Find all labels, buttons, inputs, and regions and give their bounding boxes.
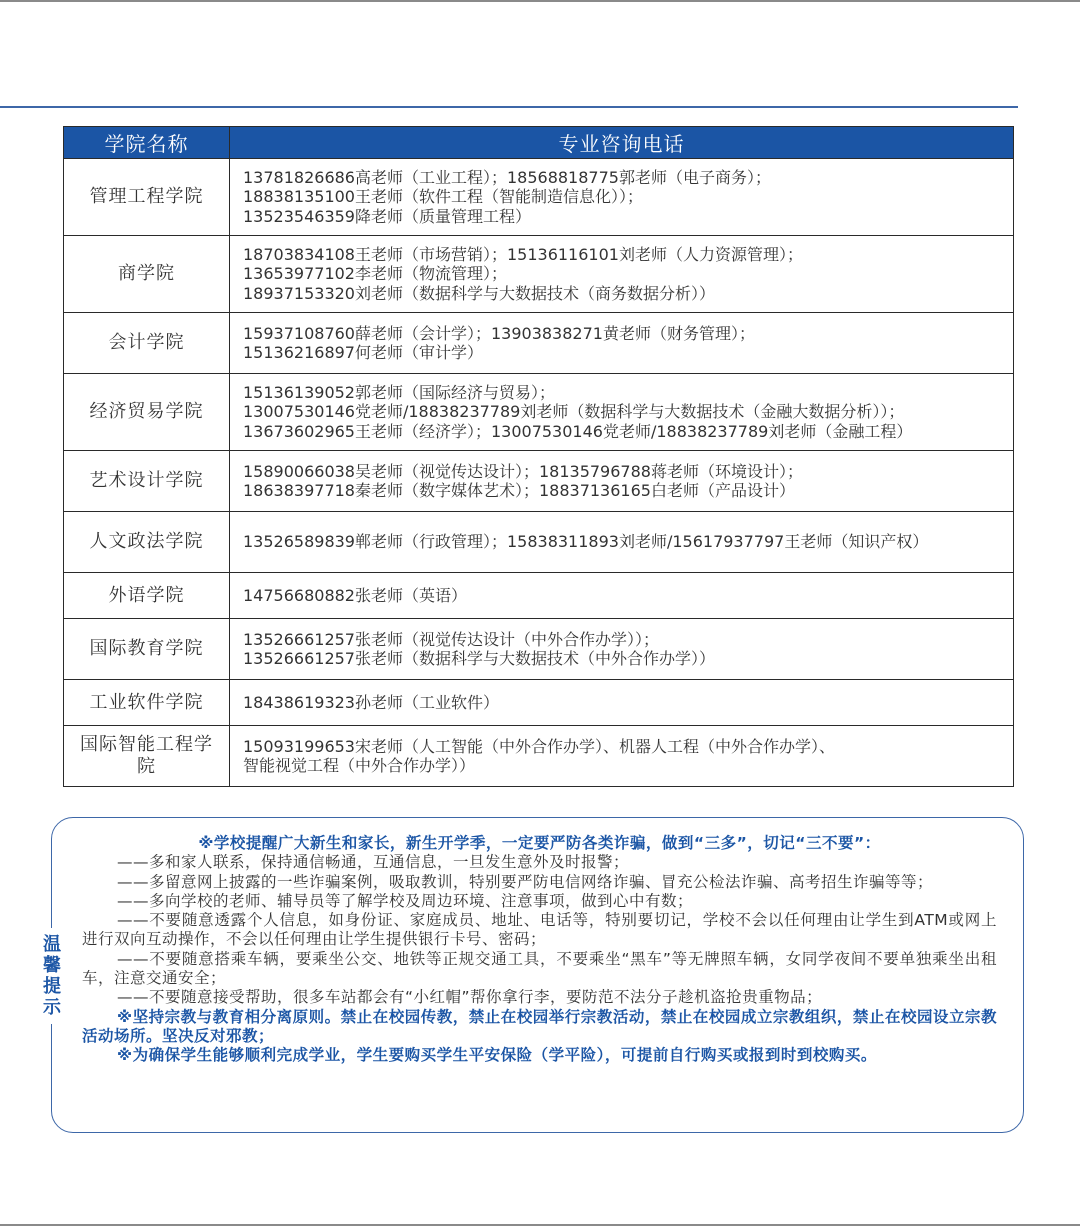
- college-name: 艺术设计学院: [64, 451, 230, 512]
- notice-religion: ※坚持宗教与教育相分离原则。禁止在校园传教，禁止在校园举行宗教活动，禁止在校园成立宗教组织，禁止在校园设立宗教活动场所。坚决反对邪教；: [82, 1007, 997, 1045]
- phone-cell: [230, 236, 1014, 313]
- notice-tag: 温馨提示: [38, 928, 66, 1024]
- table-row: [64, 512, 1014, 573]
- phone-line: 13007530146党老师/18838237789刘老师（数据科学与大数据技术（金融大数据分析））；: [243, 402, 905, 422]
- table-row: [64, 619, 1014, 680]
- phone-line: 13523546359降老师（质量管理工程）: [243, 206, 531, 226]
- notice-item: ——多留意网上披露的一些诈骗案例，吸取教训，特别要严防电信网络诈骗、冒充公检法诈骗、高考招生诈骗等等；: [117, 872, 934, 891]
- college-name: 经济贸易学院: [64, 374, 230, 451]
- phone-cell: [230, 512, 1014, 573]
- phone-line: 18638397718秦老师（数字媒体艺术）；18837136165白老师（产品设计）: [243, 481, 795, 500]
- phone-line: 15093199653宋老师（人工智能（中外合作办学）、机器人工程（中外合作办学）、: [243, 736, 835, 756]
- notice-box: [43, 817, 1024, 1133]
- college-name: 国际教育学院: [64, 619, 230, 680]
- phone-line: 18937153320刘老师（数据科学与大数据技术（商务数据分析））: [243, 283, 715, 303]
- header-rule: [0, 106, 1018, 108]
- notice-item: ——不要随意搭乘车辆，要乘坐公交、地铁等正规交通工具，不要乘坐“黑车”等无牌照车辆，女同学夜间不要单独乘坐出租车，注意交通安全；: [82, 949, 997, 988]
- college-name: 人文政法学院: [64, 512, 230, 573]
- phone-cell: [230, 573, 1014, 619]
- table-row: [64, 451, 1014, 512]
- college-name: 商学院: [64, 236, 230, 313]
- bottom-border: [0, 1224, 1080, 1226]
- phone-line: 18703834108王老师（市场营销）；15136116101刘老师（人力资源管理）；: [243, 244, 803, 264]
- phone-cell: [230, 680, 1014, 726]
- phone-line: 智能视觉工程（中外合作办学））: [243, 756, 476, 775]
- phone-cell: [230, 313, 1014, 374]
- college-name: 工业软件学院: [64, 680, 230, 726]
- header-college: 学院名称: [64, 127, 230, 159]
- phone-line: 14756680882张老师（英语）: [243, 585, 467, 605]
- header-phone: 专业咨询电话: [230, 127, 1014, 159]
- phone-cell: [230, 451, 1014, 512]
- top-border: [0, 0, 1080, 2]
- college-name: 管理工程学院: [64, 159, 230, 236]
- notice-body: [82, 834, 997, 1066]
- phone-line: 13673602965王老师（经济学）；13007530146党老师/18838237789刘老师（金融工程）: [243, 421, 913, 441]
- phone-line: 13526661257张老师（视觉传达设计（中外合作办学））；: [243, 629, 659, 649]
- table-row: [64, 726, 1014, 787]
- phone-line: 13781826686高老师（工业工程）；18568818775郭老师（电子商务）；: [243, 167, 771, 187]
- phone-cell: [230, 619, 1014, 680]
- college-name: 会计学院: [64, 313, 230, 374]
- phone-line: 15136139052郭老师（国际经济与贸易）；: [243, 382, 555, 402]
- notice-item: ——不要随意透露个人信息，如身份证、家庭成员、地址、电话等，特别要切记，学校不会以任何理由让学生到ATM或网上进行双向互动操作，不会以任何理由让学生提供银行卡号、密码；: [82, 911, 997, 949]
- notice-headline: ※学校提醒广大新生和家长，新生开学季，一定要严防各类诈骗，做到“三多”，切记“三不要”：: [198, 834, 881, 852]
- table-row: [64, 680, 1014, 726]
- notice-item: ——不要随意接受帮助，很多车站都会有“小红帽”帮你拿行李，要防范不法分子趁机盗抢贵重物品；: [117, 988, 823, 1007]
- notice-item: ——多和家人联系，保持通信畅通，互通信息，一旦发生意外及时报警；: [117, 853, 630, 872]
- phone-line: 15136216897何老师（审计学）: [243, 343, 483, 362]
- college-name: 外语学院: [64, 573, 230, 619]
- phone-line: 13653977102李老师（物流管理）；: [243, 264, 507, 284]
- contact-table: [63, 126, 1014, 787]
- phone-line: 18838135100王老师（软件工程（智能制造信息化））；: [243, 187, 643, 207]
- phone-line: 15937108760薛老师（会计学）；13903838271黄老师（财务管理）；: [243, 323, 755, 343]
- table-header-row: [64, 127, 1014, 159]
- table-row: [64, 313, 1014, 374]
- table-row: [64, 159, 1014, 236]
- table-row: [64, 236, 1014, 313]
- phone-line: 15890066038吴老师（视觉传达设计）；18135796788蒋老师（环境设计）；: [243, 461, 803, 481]
- phone-line: 13526661257张老师（数据科学与大数据技术（中外合作办学））: [243, 649, 715, 668]
- phone-line: 13526589839郸老师（行政管理）；15838311893刘老师/15617937797王老师（知识产权）: [243, 532, 929, 552]
- table-row: [64, 374, 1014, 451]
- notice-insurance: ※为确保学生能够顺利完成学业，学生要购买学生平安保险（学平险），可提前自行购买或报到时到校购买。: [117, 1046, 877, 1065]
- table-row: [64, 573, 1014, 619]
- phone-cell: [230, 159, 1014, 236]
- phone-line: 18438619323孙老师（工业软件）: [243, 692, 499, 712]
- notice-item: ——多向学校的老师、辅导员等了解学校及周边环境、注意事项，做到心中有数；: [117, 891, 694, 910]
- phone-cell: [230, 374, 1014, 451]
- college-name: 国际智能工程学院: [64, 726, 230, 787]
- phone-cell: [230, 726, 1014, 787]
